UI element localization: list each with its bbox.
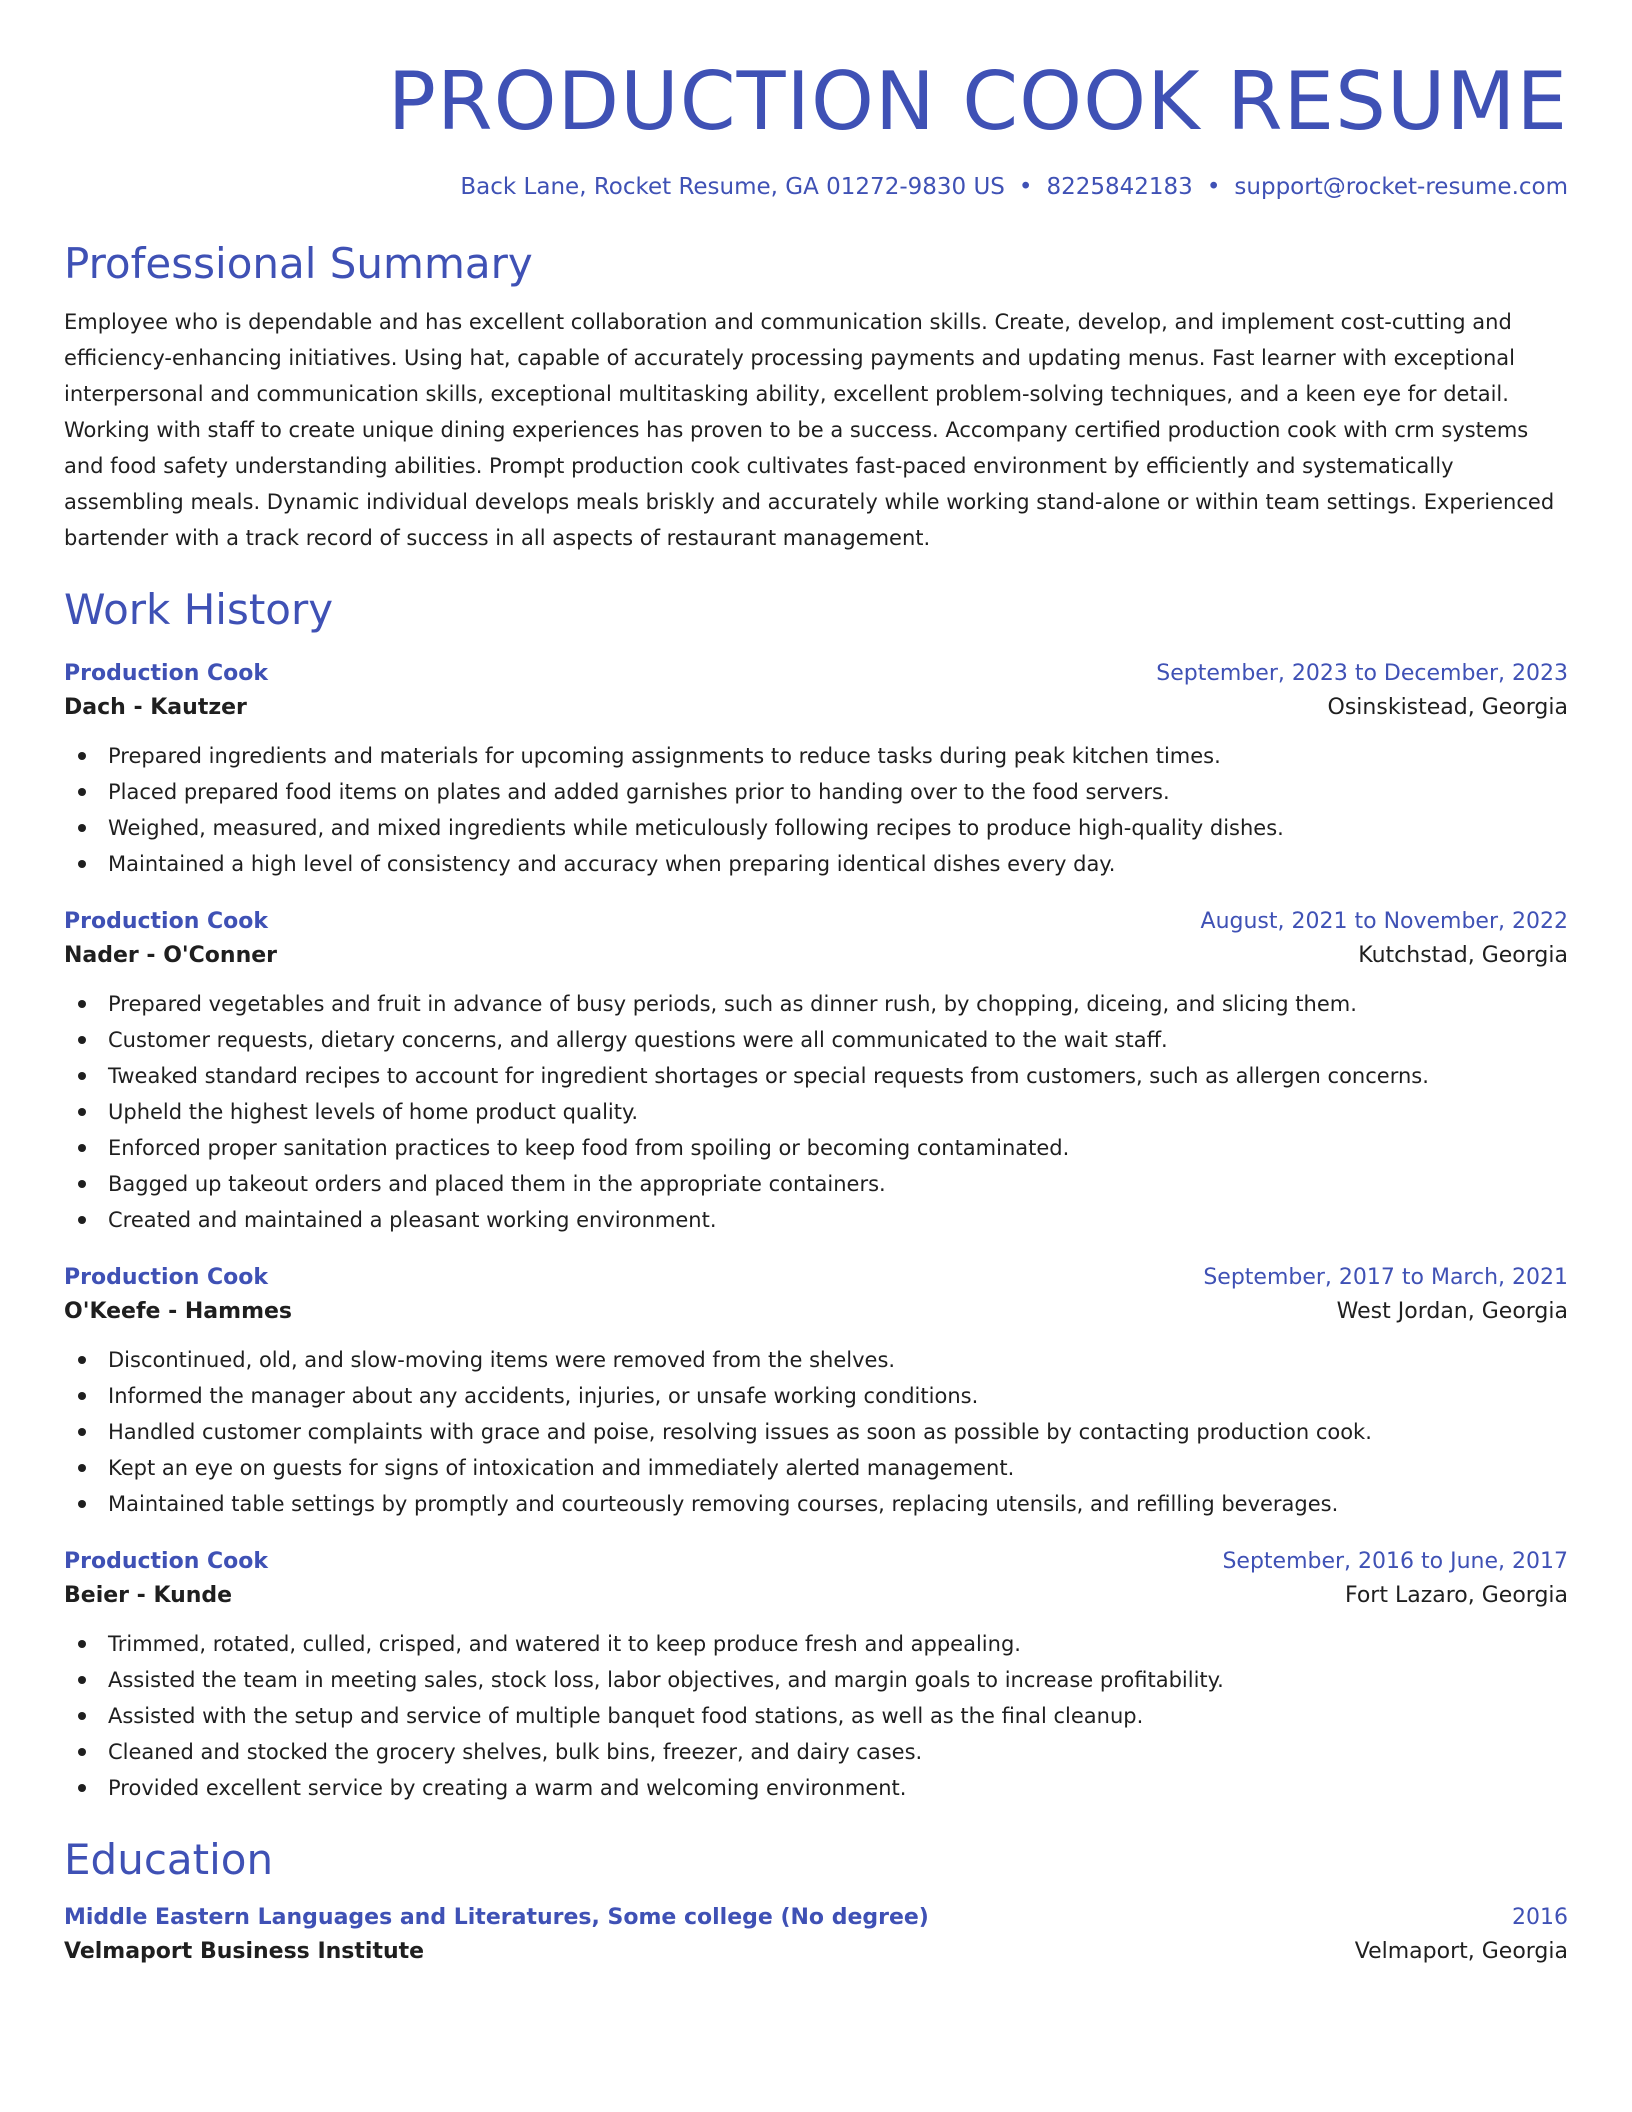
job-company: Beier - Kunde: [64, 1583, 233, 1608]
job-entry: [64, 1546, 1568, 1806]
job-bullet: [64, 1486, 1568, 1522]
work-history-list: [64, 658, 1568, 1806]
job-bullet-text: Kept an eye on guests for signs of intoxication and immediately alerted management.: [108, 1456, 1015, 1480]
job-bullet-text: Tweaked standard recipes to account for ingredient shortages or special requests from customers, such as allergen concerns.: [108, 1064, 1429, 1088]
bullet-dot-icon: [78, 752, 86, 760]
job-bullet: [64, 774, 1568, 810]
contact-address: Back Lane, Rocket Resume, GA 01272-9830 US: [460, 174, 1005, 200]
job-role: Production Cook: [64, 1265, 269, 1290]
education-heading: Education: [64, 1835, 274, 1884]
job-bullet-text: Assisted the team in meeting sales, stock loss, labor objectives, and margin goals to increase profitability.: [108, 1668, 1224, 1692]
bullet-dot-icon: [78, 1428, 86, 1436]
contact-line: [64, 172, 1568, 202]
job-dates: September, 2017 to March, 2021: [1203, 1265, 1568, 1290]
job-bullet-text: Maintained table settings by promptly and courteously removing courses, replacing utensils, and refilling beverages.: [108, 1492, 1339, 1516]
job-bullet: [64, 1378, 1568, 1414]
work-history-heading: Work History: [64, 585, 334, 634]
summary-text: Employee who is dependable and has excellent collaboration and communication skills. Create, develop, and implement cost-cutting and efficiency-enhancing initiatives. Using hat, capable of accurately processing payments and updating menus. Fast learner with exceptional interpersonal and communication skills, exceptional multitasking ability, excellent problem-solving techniques, and a keen eye for detail. Working with staff to create unique dining experiences has proven to be a success. Accompany certified production cook with crm systems and food safety understanding abilities. Prompt production cook cultivates fast-paced environment by efficiently and systematically assembling meals. Dynamic individual develops meals briskly and accurately while working stand-alone or within team settings. Experienced bartender with a track record of success in all aspects of restaurant management.: [64, 310, 1555, 550]
job-entry: [64, 1262, 1568, 1522]
bullet-dot-icon: [78, 788, 86, 796]
job-bullet-text: Enforced proper sanitation practices to keep food from spoiling or becoming contaminated.: [108, 1136, 1070, 1160]
job-entry: [64, 658, 1568, 882]
bullet-dot-icon: [78, 1712, 86, 1720]
job-role: Production Cook: [64, 661, 269, 686]
job-bullet-text: Maintained a high level of consistency and accuracy when preparing identical dishes every day.: [108, 852, 1116, 876]
job-bullet-text: Informed the manager about any accidents, injuries, or unsafe working conditions.: [108, 1384, 979, 1408]
job-location: Osinskistead, Georgia: [1327, 695, 1568, 720]
education-location: Velmaport, Georgia: [1354, 1939, 1568, 1964]
contact-phone: 8225842183: [1046, 174, 1193, 200]
job-bullet: [64, 1734, 1568, 1770]
job-bullet-text: Customer requests, dietary concerns, and allergy questions were all communicated to the wait staff.: [108, 1028, 1168, 1052]
job-bullet: [64, 810, 1568, 846]
education-entry: [64, 1902, 1568, 1970]
job-bullet: [64, 1698, 1568, 1734]
job-location: West Jordan, Georgia: [1336, 1299, 1568, 1324]
job-bullet: [64, 1022, 1568, 1058]
job-role: Production Cook: [64, 909, 269, 934]
job-dates: September, 2023 to December, 2023: [1156, 661, 1568, 686]
job-bullet-text: Trimmed, rotated, culled, crisped, and watered it to keep produce fresh and appealing.: [108, 1632, 1021, 1656]
job-bullet: [64, 738, 1568, 774]
job-bullet: [64, 1166, 1568, 1202]
bullet-dot-icon: [78, 860, 86, 868]
job-bullet: [64, 1094, 1568, 1130]
contact-separator: •: [1018, 174, 1033, 200]
job-bullet-text: Prepared vegetables and fruit in advance of busy periods, such as dinner rush, by chopping, diceing, and slicing them.: [108, 992, 1357, 1016]
job-bullets: [64, 986, 1568, 1238]
education-school: Velmaport Business Institute: [64, 1939, 425, 1964]
job-bullet-text: Assisted with the setup and service of multiple banquet food stations, as well as the final cleanup.: [108, 1704, 1144, 1728]
job-bullet: [64, 1202, 1568, 1238]
contact-separator: •: [1206, 174, 1221, 200]
bullet-dot-icon: [78, 1216, 86, 1224]
job-bullet: [64, 1130, 1568, 1166]
job-bullet-text: Provided excellent service by creating a warm and welcoming environment.: [108, 1776, 907, 1800]
job-bullet: [64, 1626, 1568, 1662]
summary-heading: Professional Summary: [64, 239, 533, 288]
contact-email[interactable]: support@rocket-resume.com: [1234, 174, 1568, 200]
bullet-dot-icon: [78, 824, 86, 832]
job-bullet-text: Cleaned and stocked the grocery shelves, bulk bins, freezer, and dairy cases.: [108, 1740, 923, 1764]
bullet-dot-icon: [78, 1392, 86, 1400]
bullet-dot-icon: [78, 1500, 86, 1508]
bullet-dot-icon: [78, 1108, 86, 1116]
job-role: Production Cook: [64, 1549, 269, 1574]
bullet-dot-icon: [78, 1072, 86, 1080]
bullet-dot-icon: [78, 1180, 86, 1188]
job-dates: August, 2021 to November, 2022: [1200, 909, 1568, 934]
job-bullet: [64, 846, 1568, 882]
bullet-dot-icon: [78, 1640, 86, 1648]
job-company: O'Keefe - Hammes: [64, 1299, 293, 1324]
bullet-dot-icon: [78, 1748, 86, 1756]
education-degree: Middle Eastern Languages and Literatures, Some college (No degree): [64, 1905, 929, 1930]
job-bullet-text: Discontinued, old, and slow-moving items were removed from the shelves.: [108, 1348, 896, 1372]
resume-page: [64, 0, 1568, 1970]
bullet-dot-icon: [78, 1144, 86, 1152]
job-bullet-text: Weighed, measured, and mixed ingredients while meticulously following recipes to produce high-quality dishes.: [108, 816, 1284, 840]
job-company: Dach - Kautzer: [64, 695, 247, 720]
job-bullet-text: Bagged up takeout orders and placed them in the appropriate containers.: [108, 1172, 886, 1196]
job-location: Fort Lazaro, Georgia: [1344, 1583, 1568, 1608]
job-entry: [64, 906, 1568, 1238]
job-bullet: [64, 1662, 1568, 1698]
job-bullets: [64, 738, 1568, 882]
job-bullet-text: Placed prepared food items on plates and added garnishes prior to handing over to the food servers.: [108, 780, 1170, 804]
job-bullet: [64, 1770, 1568, 1806]
resume-title: PRODUCTION COOK RESUME: [387, 55, 1568, 148]
job-bullet-text: Handled customer complaints with grace and poise, resolving issues as soon as possible by contacting production cook.: [108, 1420, 1372, 1444]
bullet-dot-icon: [78, 1036, 86, 1044]
job-bullet-text: Created and maintained a pleasant working environment.: [108, 1208, 717, 1232]
job-bullets: [64, 1626, 1568, 1806]
bullet-dot-icon: [78, 1676, 86, 1684]
job-dates: September, 2016 to June, 2017: [1222, 1549, 1568, 1574]
bullet-dot-icon: [78, 1464, 86, 1472]
education-year: 2016: [1512, 1905, 1568, 1930]
job-bullet: [64, 1058, 1568, 1094]
job-bullet: [64, 1342, 1568, 1378]
job-bullet: [64, 986, 1568, 1022]
job-bullet: [64, 1414, 1568, 1450]
job-bullet-text: Prepared ingredients and materials for upcoming assignments to reduce tasks during peak kitchen times.: [108, 744, 1221, 768]
bullet-dot-icon: [78, 1784, 86, 1792]
bullet-dot-icon: [78, 1356, 86, 1364]
bullet-dot-icon: [78, 1000, 86, 1008]
job-bullets: [64, 1342, 1568, 1522]
job-company: Nader - O'Conner: [64, 943, 278, 968]
job-bullet: [64, 1450, 1568, 1486]
job-location: Kutchstad, Georgia: [1358, 943, 1568, 968]
job-bullet-text: Upheld the highest levels of home product quality.: [108, 1100, 639, 1124]
